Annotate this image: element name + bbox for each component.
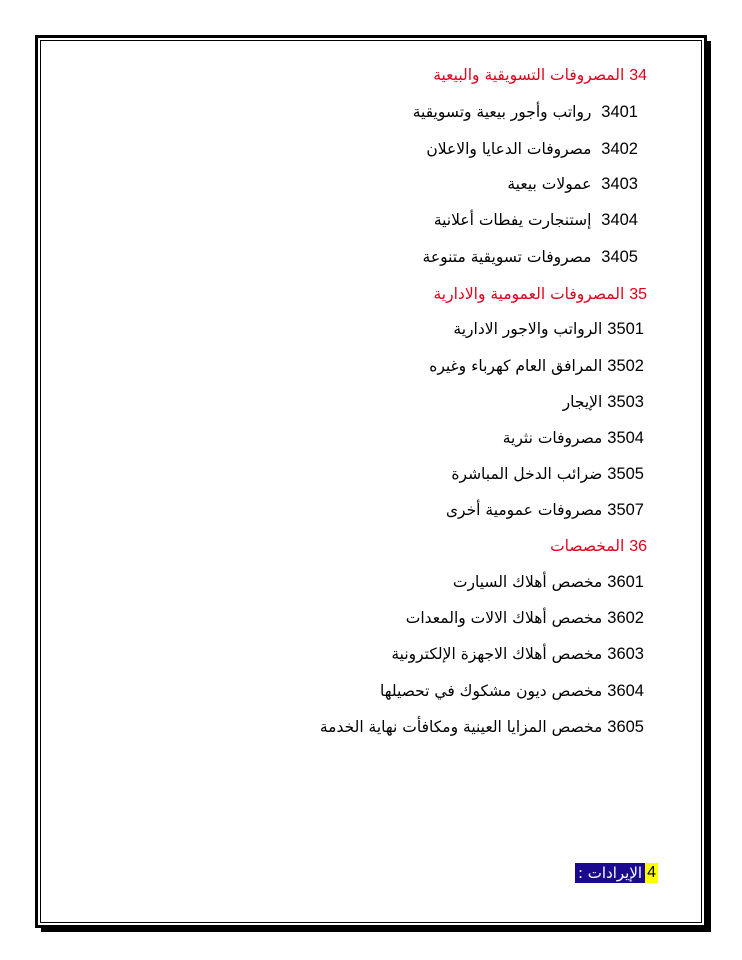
account-code: 3501 xyxy=(607,320,644,338)
account-code: 3404 xyxy=(601,211,638,229)
account-label: الرواتب والاجور الادارية xyxy=(453,320,603,338)
account-row-3501 xyxy=(453,318,644,340)
account-code: 3601 xyxy=(607,573,644,591)
account-row-3502 xyxy=(429,355,644,377)
account-code: 3505 xyxy=(607,465,644,483)
account-label: مصروفات الدعايا والاعلان xyxy=(426,140,592,158)
account-row-3405 xyxy=(423,246,638,268)
account-label: مصروفات نثرية xyxy=(502,429,603,447)
section-heading-34 xyxy=(433,64,647,87)
account-row-3505 xyxy=(451,463,644,485)
account-row-3503 xyxy=(563,391,644,413)
account-code: 3504 xyxy=(607,429,644,447)
account-label: مخصص المزايا العينية ومكافأت نهاية الخدمة xyxy=(319,718,603,736)
account-code: 3402 xyxy=(601,140,638,158)
badge-text: الإيرادات : xyxy=(575,863,645,883)
account-label: المرافق العام كهرباء وغيره xyxy=(429,357,603,375)
account-label: مخصص ديون مشكوك في تحصيلها xyxy=(380,682,603,700)
section-title: المصروفات العمومية والادارية xyxy=(433,285,625,303)
account-code: 3507 xyxy=(607,501,644,519)
account-label: مخصص أهلاك الاجهزة الإلكترونية xyxy=(391,645,603,663)
account-label: مخصص أهلاك الالات والمعدات xyxy=(405,609,603,627)
account-code: 3605 xyxy=(607,718,644,736)
account-row-3402 xyxy=(426,138,638,160)
account-row-3603 xyxy=(391,643,644,665)
account-label: الإيجار xyxy=(562,393,603,411)
badge-number: 4 xyxy=(647,864,656,881)
account-row-3605 xyxy=(320,716,644,738)
account-row-3507 xyxy=(446,499,644,521)
section-code: 35 xyxy=(629,286,647,303)
account-label: ضرائب الدخل المباشرة xyxy=(451,465,603,483)
account-label: إستنجارت يفطات أعلانية xyxy=(433,211,592,229)
account-code: 3602 xyxy=(607,609,644,627)
account-label: مخصص أهلاك السيارت xyxy=(452,573,603,591)
account-label: مصروفات عمومية أخرى xyxy=(445,501,603,519)
revenue-section-badge xyxy=(575,862,658,884)
section-heading-36 xyxy=(550,535,647,558)
account-code: 3503 xyxy=(607,393,644,411)
account-row-3604 xyxy=(380,680,644,702)
section-title: المصروفات التسويقية والبيعية xyxy=(433,66,625,84)
account-label: رواتب وأجور بيعية وتسويقية xyxy=(412,103,592,121)
account-label: عمولات بيعية xyxy=(507,175,592,193)
account-row-3403 xyxy=(507,173,638,195)
section-heading-35 xyxy=(434,283,648,306)
account-row-3401 xyxy=(413,101,638,123)
account-code: 3604 xyxy=(607,682,644,700)
account-row-3601 xyxy=(453,571,644,593)
account-code: 3603 xyxy=(607,645,644,663)
account-row-3404 xyxy=(434,209,638,231)
account-row-3602 xyxy=(406,607,644,629)
account-row-3504 xyxy=(503,427,644,449)
section-code: 36 xyxy=(629,538,647,555)
account-code: 3403 xyxy=(601,175,638,193)
account-label: مصروفات تسويقية متنوعة xyxy=(422,248,592,266)
section-code: 34 xyxy=(629,67,647,84)
account-code: 3401 xyxy=(601,103,638,121)
account-code: 3405 xyxy=(601,248,638,266)
section-title: المخصصات xyxy=(550,537,625,555)
account-code: 3502 xyxy=(607,357,644,375)
